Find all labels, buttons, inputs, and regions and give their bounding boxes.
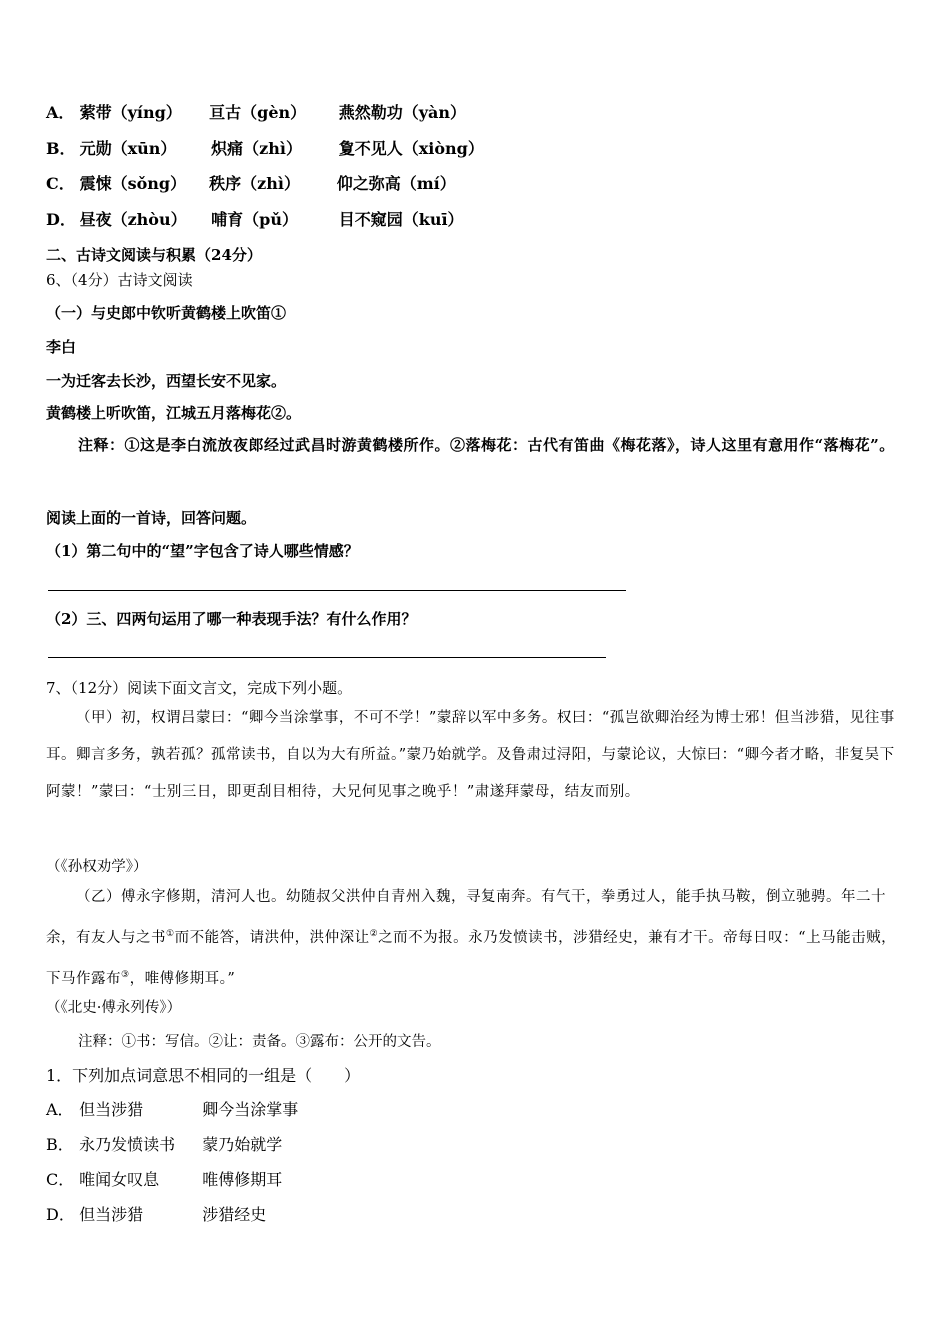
choice-a[interactable] [46, 1097, 298, 1120]
footnote-mark: ③ [121, 969, 130, 980]
footnote-mark: ② [369, 929, 379, 939]
option-item: 仰之弥高（mí） [336, 174, 456, 193]
passage-b [46, 879, 908, 998]
option-item: 炽痛（zhì） [211, 139, 302, 158]
choice-text: 但当涉猎 [79, 1205, 144, 1224]
option-item: 亘古（gèn） [209, 103, 307, 122]
option-label: A． [46, 103, 75, 122]
choice-text: 唯傅修期耳 [202, 1170, 283, 1189]
passage-a-source: （《孙权劝学》） [46, 859, 148, 875]
instruction: 阅读上面的一首诗，回答问题。 [46, 509, 257, 527]
option-item: 萦带（yíng） [79, 103, 182, 122]
poem-title: （一）与史郎中钦听黄鹤楼上吹笛① [46, 304, 287, 322]
choice-c[interactable] [46, 1167, 282, 1190]
option-row-a [46, 100, 466, 123]
question-7-header: 7、（12分）阅读下面文言文，完成下列小题。 [46, 679, 353, 697]
passage-b-text: 之而不为报。永乃发愤读书，涉猎经史，兼有才干。帝每日叹：“上马能击贼，下马作露布 [46, 929, 897, 987]
option-item: 秩序（zhì） [209, 174, 300, 193]
passage-b-text: （乙）傅永字修期，清河人也。幼随叔父洪仲自青州入魏，寻复南奔。有气干，拳勇过人，能手执马鞍，倒立驰骋。年二十余，有友人与之书 [46, 889, 886, 946]
passage-b-text: 而不能答，请洪仲，洪仲深让 [174, 929, 370, 946]
passage-b-text: ，唯傅修期耳。” [129, 970, 236, 987]
choice-label: A． [46, 1100, 74, 1119]
option-label: C． [46, 174, 75, 193]
choice-b[interactable] [46, 1132, 282, 1155]
option-item: 燕然勒功（yàn） [338, 103, 467, 122]
choice-text: 永乃发愤读书 [79, 1135, 176, 1154]
option-label: B． [46, 139, 76, 158]
choice-text: 唯闻女叹息 [79, 1170, 160, 1189]
sub-question-7-1: 1．下列加点词意思不相同的一组是（ ） [46, 1066, 361, 1085]
option-item: 目不窥园（kuī） [338, 210, 464, 229]
poem-note: 注释：①这是李白流放夜郎经过武昌时游黄鹤楼所作。②落梅花：古代有笛曲《梅花落》，诗人这里有意用作“落梅花”。 [78, 436, 895, 454]
choice-text: 但当涉猎 [79, 1100, 144, 1119]
choice-text: 蒙乃始就学 [202, 1135, 283, 1154]
sub-question-1: （1）第二句中的“望”字包含了诗人哪些情感？ [46, 542, 359, 560]
passage-a: （甲）初，权谓吕蒙曰：“卿今当涂掌事，不可不学！”蒙辞以军中多务。权曰：“孤岂欲卿治经为博士邪！但当涉猎，见往事耳。卿言多务，孰若孤？孤常读书，自以为大有所益。”蒙乃始就学。及鲁肃过浔阳，与蒙论议，大惊曰：“卿今者才略，非复吴下阿蒙！”蒙曰：“士别三日，即更刮目相待，大兄何见事之晚乎！”肃遂拜蒙母，结友而别。 [46, 710, 895, 800]
passage-b-source: （《北史·傅永列传》） [46, 1000, 182, 1016]
choice-d[interactable] [46, 1202, 266, 1225]
option-item: 夐不见人（xiòng） [338, 139, 484, 158]
option-item: 哺育（pǔ） [211, 210, 298, 229]
footnote-mark: ① [166, 929, 175, 939]
option-item: 元勋（xūn） [79, 139, 177, 158]
sub-question-2: （2）三、四两句运用了哪一种表现手法？有什么作用？ [46, 610, 417, 628]
question-6-header: 6、（4分）古诗文阅读 [46, 271, 193, 289]
choice-label: B． [46, 1135, 74, 1154]
poem-author: 李白 [46, 338, 77, 356]
option-row-b [46, 136, 484, 159]
choice-text: 卿今当涂掌事 [202, 1100, 299, 1119]
section-title: 二、古诗文阅读与积累（24分） [46, 246, 262, 264]
choice-label: D． [46, 1205, 75, 1224]
option-row-d [46, 207, 464, 230]
answer-line[interactable] [48, 657, 606, 658]
option-label: D． [46, 210, 76, 229]
answer-line[interactable] [48, 590, 626, 591]
option-row-c [46, 171, 456, 194]
choice-label: C． [46, 1170, 75, 1189]
passage-note: 注释：①书：写信。②让：责备。③露布：公开的文告。 [78, 1034, 441, 1050]
poem-line: 一为迁客去长沙，西望长安不见家。 [46, 372, 287, 390]
option-item: 震悚（sǒng） [79, 174, 187, 193]
poem-line: 黄鹤楼上听吹笛，江城五月落梅花②。 [46, 404, 302, 422]
option-item: 昼夜（zhòu） [79, 210, 187, 229]
choice-text: 涉猎经史 [202, 1205, 267, 1224]
